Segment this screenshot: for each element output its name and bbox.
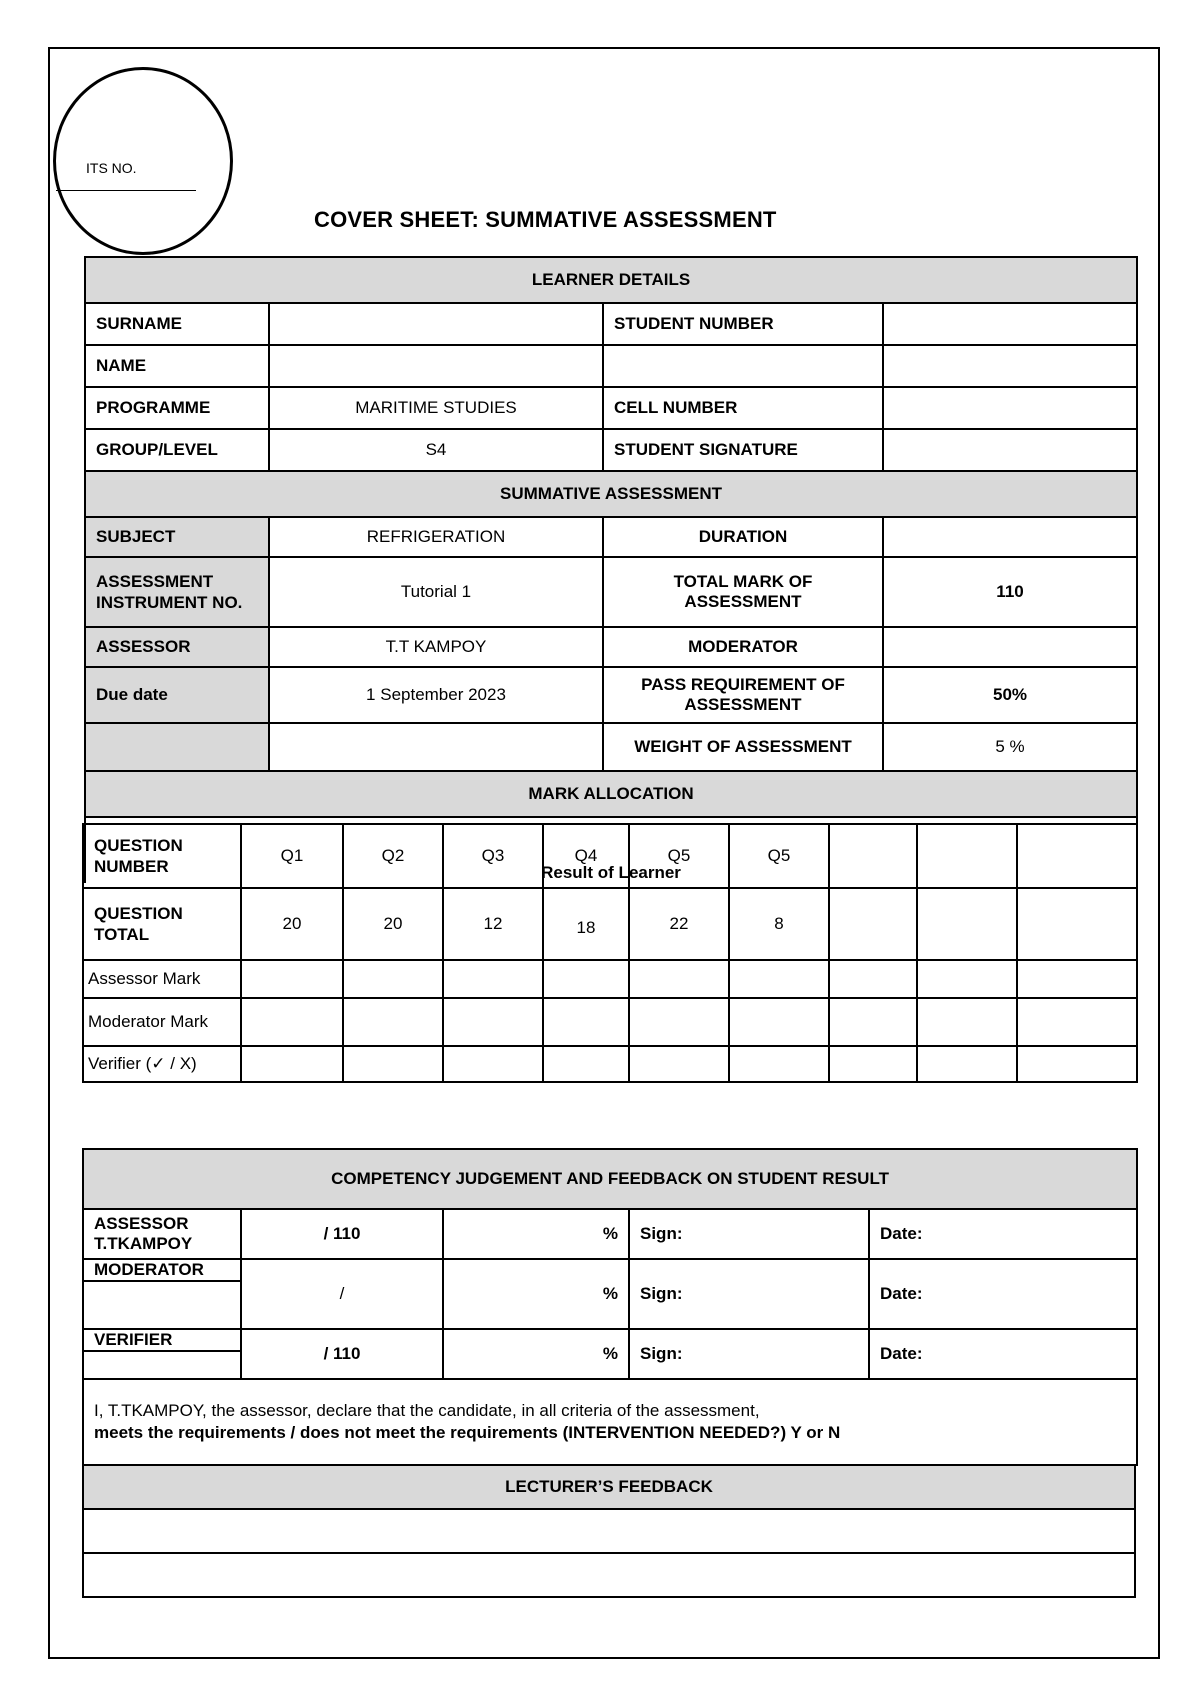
feedback-line[interactable]: [83, 1553, 1135, 1597]
moderator-mark-field[interactable]: [443, 998, 543, 1046]
verifier-block: [83, 1329, 241, 1379]
verifier-mark-field[interactable]: [241, 1046, 343, 1082]
name-label: NAME: [85, 345, 269, 387]
moderator-mark-field[interactable]: [729, 998, 829, 1046]
learner-details-header: LEARNER DETAILS: [85, 257, 1137, 303]
assessor-value: T.T KAMPOY: [269, 627, 603, 667]
verifier-mark-field[interactable]: [829, 1046, 917, 1082]
question-number-cell: Q3: [443, 824, 543, 888]
question-total-cell: [917, 888, 1017, 960]
duration-field[interactable]: [883, 517, 1137, 557]
assessor-sign: Sign:: [629, 1209, 869, 1259]
assessor-mark-field[interactable]: [543, 960, 629, 998]
verifier-mark-field[interactable]: [917, 1046, 1017, 1082]
moderator-field[interactable]: [883, 627, 1137, 667]
assessor-mark-field[interactable]: [917, 960, 1017, 998]
student-signature-label: STUDENT SIGNATURE: [603, 429, 883, 471]
due-date-label: Due date: [85, 667, 269, 723]
question-number-label: QUESTION NUMBER: [83, 824, 241, 888]
duration-label: DURATION: [603, 517, 883, 557]
assessor-mark-field[interactable]: [729, 960, 829, 998]
moderator-mark-field[interactable]: [343, 998, 443, 1046]
mark-allocation-header: MARK ALLOCATION: [85, 771, 1137, 817]
student-signature-field[interactable]: [883, 429, 1137, 471]
verifier-mark-field[interactable]: [1017, 1046, 1137, 1082]
question-total-cell: 20: [241, 888, 343, 960]
group-level-label: GROUP/LEVEL: [85, 429, 269, 471]
group-level-value: S4: [269, 429, 603, 471]
assessor-mark-field[interactable]: [829, 960, 917, 998]
student-number-label: STUDENT NUMBER: [603, 303, 883, 345]
moderator-date: Date:: [869, 1259, 1137, 1329]
verifier-mark-field[interactable]: [543, 1046, 629, 1082]
total-mark-label: TOTAL MARK OF ASSESSMENT: [603, 557, 883, 627]
moderator-label: MODERATOR: [603, 627, 883, 667]
verifier-score: / 110: [241, 1329, 443, 1379]
assessor-row-name: T.TKAMPOY: [94, 1234, 193, 1253]
cell-number-label: CELL NUMBER: [603, 387, 883, 429]
its-number-stamp: [53, 67, 233, 255]
subject-value: REFRIGERATION: [269, 517, 603, 557]
verifier-mark-field[interactable]: [629, 1046, 729, 1082]
assessor-score: / 110: [241, 1209, 443, 1259]
question-total-cell: [1017, 888, 1137, 960]
question-number-cell: Q4: [543, 824, 629, 888]
question-number-cell: Q2: [343, 824, 443, 888]
empty-cell: [85, 723, 269, 771]
verifier-date: Date:: [869, 1329, 1137, 1379]
question-total-cell: 8: [729, 888, 829, 960]
lecturer-feedback-header: LECTURER’S FEEDBACK: [83, 1465, 1135, 1509]
question-number-cell: Q5: [629, 824, 729, 888]
assessor-percent: %: [443, 1209, 629, 1259]
question-number-cell: Q1: [241, 824, 343, 888]
assessor-mark-field[interactable]: [241, 960, 343, 998]
pass-requirement-label: PASS REQUIREMENT OF ASSESSMENT: [603, 667, 883, 723]
question-total-cell: 22: [629, 888, 729, 960]
surname-label: SURNAME: [85, 303, 269, 345]
instrument-label: ASSESSMENT INSTRUMENT NO.: [85, 557, 269, 627]
verifier-mark-label: Verifier (✓ / X): [83, 1046, 241, 1082]
its-number-label: ITS NO.: [86, 160, 137, 176]
moderator-mark-field[interactable]: [543, 998, 629, 1046]
programme-label: PROGRAMME: [85, 387, 269, 429]
weight-value: 5 %: [883, 723, 1137, 771]
assessor-label: ASSESSOR: [85, 627, 269, 667]
moderator-mark-field[interactable]: [241, 998, 343, 1046]
mark-grid-table: [82, 823, 1138, 1083]
assessor-block: [83, 1209, 241, 1259]
assessor-mark-field[interactable]: [629, 960, 729, 998]
name-field[interactable]: [269, 345, 603, 387]
assessor-mark-field[interactable]: [443, 960, 543, 998]
empty-cell: [883, 345, 1137, 387]
empty-cell: [603, 345, 883, 387]
question-total-label: QUESTION TOTAL: [83, 888, 241, 960]
declaration-line-2: meets the requirements / does not meet the requirements (INTERVENTION NEEDED?) Y or N: [94, 1423, 841, 1442]
its-number-line: [56, 190, 196, 191]
verifier-row-label: VERIFIER: [84, 1330, 240, 1352]
learner-details-table: [84, 256, 1138, 883]
moderator-mark-field[interactable]: [917, 998, 1017, 1046]
moderator-score: /: [241, 1259, 443, 1329]
question-number-cell: [829, 824, 917, 888]
lecturer-feedback-table: [82, 1464, 1136, 1598]
total-mark-value: 110: [883, 557, 1137, 627]
verifier-sign: Sign:: [629, 1329, 869, 1379]
cell-number-field[interactable]: [883, 387, 1137, 429]
competency-table: [82, 1148, 1138, 1466]
question-total-cell: 18: [543, 888, 629, 960]
verifier-mark-field[interactable]: [443, 1046, 543, 1082]
verifier-percent: %: [443, 1329, 629, 1379]
instrument-value: Tutorial 1: [269, 557, 603, 627]
weight-label: WEIGHT OF ASSESSMENT: [603, 723, 883, 771]
assessor-declaration: [83, 1379, 1137, 1465]
question-total-cell: 20: [343, 888, 443, 960]
question-number-cell: [1017, 824, 1137, 888]
moderator-row-label: MODERATOR: [84, 1260, 240, 1282]
page-title: COVER SHEET: SUMMATIVE ASSESSMENT: [314, 207, 777, 232]
programme-value: MARITIME STUDIES: [269, 387, 603, 429]
moderator-sign: Sign:: [629, 1259, 869, 1329]
assessor-mark-label: Assessor Mark: [83, 960, 241, 998]
due-date-value: 1 September 2023: [269, 667, 603, 723]
moderator-mark-field[interactable]: [1017, 998, 1137, 1046]
student-number-field[interactable]: [883, 303, 1137, 345]
moderator-mark-field[interactable]: [629, 998, 729, 1046]
verifier-mark-field[interactable]: [343, 1046, 443, 1082]
question-total-cell: 12: [443, 888, 543, 960]
result-of-learner-label: Result of Learner: [85, 817, 1137, 883]
assessor-mark-field[interactable]: [1017, 960, 1137, 998]
moderator-percent: %: [443, 1259, 629, 1329]
moderator-mark-label: Moderator Mark: [83, 998, 241, 1046]
question-number-cell: [917, 824, 1017, 888]
subject-label: SUBJECT: [85, 517, 269, 557]
empty-cell: [269, 723, 603, 771]
summative-assessment-header: SUMMATIVE ASSESSMENT: [85, 471, 1137, 517]
competency-header: COMPETENCY JUDGEMENT AND FEEDBACK ON STUDENT RESULT: [83, 1149, 1137, 1209]
pass-requirement-value: 50%: [883, 667, 1137, 723]
assessor-row-label: ASSESSOR: [94, 1214, 189, 1233]
moderator-block: [83, 1259, 241, 1329]
moderator-mark-field[interactable]: [829, 998, 917, 1046]
declaration-line-1: I, T.TKAMPOY, the assessor, declare that the candidate, in all criteria of the assessment,: [94, 1401, 760, 1420]
surname-field[interactable]: [269, 303, 603, 345]
question-total-cell: [829, 888, 917, 960]
assessor-mark-field[interactable]: [343, 960, 443, 998]
verifier-mark-field[interactable]: [729, 1046, 829, 1082]
assessor-date: Date:: [869, 1209, 1137, 1259]
question-number-cell: Q5: [729, 824, 829, 888]
feedback-line[interactable]: [83, 1509, 1135, 1553]
